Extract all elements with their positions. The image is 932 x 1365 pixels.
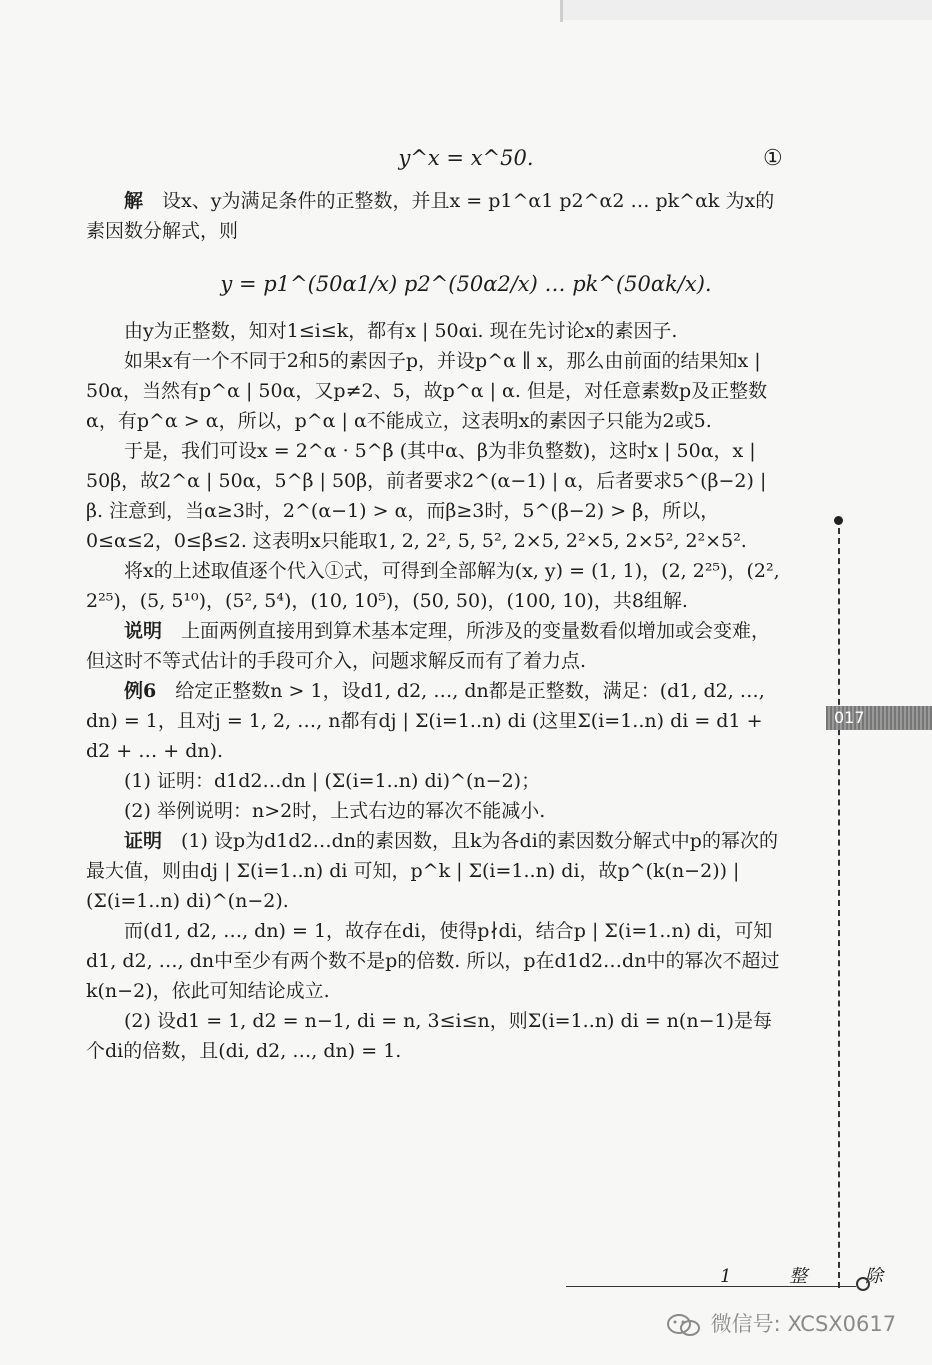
solution-paragraph-4: 如果x有一个不同于2和5的素因子p，并设p^α ∥ x，那么由前面的结果知x | 50α，当然有p^α | 50α，又p≠2、5，故p^α | α. 但是，对任意素数p及正整数α，有p^α > α，所以，p^α | α不能成立，这表明x的素因子只能为2或5.: [86, 350, 768, 432]
solution-paragraph-1: 解 设x、y为满足条件的正整数，并且x = p1^α1 p2^α2 … pk^αk 为x的素因数分解式，则: [86, 190, 775, 242]
margin-dot: [834, 516, 843, 525]
watermark-text: 微信号: XCSX0617: [710, 1312, 897, 1336]
footer-rule: [566, 1286, 856, 1287]
wechat-icon: [664, 1312, 704, 1338]
solution-label: 解: [124, 190, 144, 212]
scan-edge-line: [560, 0, 563, 22]
example6-paragraph: 例6 给定正整数n > 1，设d1, d2, …, dn都是正整数，满足：(d1, d2, …, dn) = 1，且对j = 1, 2, …, n都有dj | Σ(i=1..n) di (这里Σ(i=1..n) di = d1 + d2 + … + dn).: [86, 680, 771, 762]
example6-label: 例6: [124, 680, 157, 702]
example6-part2: (2) 举例说明：n>2时，上式右边的幂次不能减小.: [124, 800, 546, 822]
solution-paragraph-5: 于是，我们可设x = 2^α · 5^β (其中α、β为非负整数)，这时x | 50α，x | 50β，故2^α | 50α，5^β | 50β，前者要求2^(α−1) | α，后者要求5^(β−2) | β. 注意到，当α≥3时，2^(α−1) > α，而β≥3时，5^(β−2) > β，所以，0≤α≤2，0≤β≤2. 这表明x只能取1, 2, 2², 5, 5², 2×5, 2²×5, 2×5², 2²×5².: [86, 440, 773, 552]
proof-paragraph-3: (2) 设d1 = 1, d2 = n−1, di = n, 3≤i≤n，则Σ(i=1..n) di = n(n−1)是每个di的倍数，且(di, d2, …, dn) = 1.: [86, 1010, 772, 1062]
solution-equation-y: y = p1^(50α1/x) p2^(50α2/x) … pk^(50αk/x).: [220, 272, 712, 296]
proof-label: 证明: [124, 830, 163, 852]
equation-1: y^x = x^50.: [398, 146, 534, 170]
remark-label: 说明: [124, 620, 163, 642]
solution-paragraph-6: 将x的上述取值逐个代入①式，可得到全部解为(x, y) = (1, 1)，(2, 2²⁵)，(2², 2²⁵)，(5, 5¹⁰)，(5², 5⁴)，(10, 10⁵)，(50, 50)，(100, 10)，共8组解.: [86, 560, 786, 612]
footer-circle-icon: [856, 1277, 870, 1291]
remark-paragraph: 说明 上面两例直接用到算术基本定理，所涉及的变量数看似增加或会变难，但这时不等式估计的手段可介入，问题求解反而有了着力点.: [86, 620, 771, 672]
example6-part1: (1) 证明：d1d2…dn | (Σ(i=1..n) di)^(n−2)；: [124, 770, 541, 792]
solution-paragraph-3: 由y为正整数，知对1≤i≤k，都有x | 50αi. 现在先讨论x的素因子.: [124, 320, 678, 342]
proof-paragraph-1: 证明 (1) 设p为d1d2…dn的素因数，且k为各di的素因数分解式中p的幂次的最大值，则由dj | Σ(i=1..n) di 可知，p^k | Σ(i=1..n) di，故p^(k(n−2)) | (Σ(i=1..n) di)^(n−2).: [86, 830, 778, 912]
margin-dashed-rule: [838, 528, 840, 1288]
scan-shadow-top: [560, 0, 932, 20]
footer-chapter: 1 整 除: [720, 1266, 909, 1287]
equation-number: ①: [763, 146, 783, 171]
solution-continued: [86, 316, 786, 1066]
page-number-tab: 017: [826, 706, 932, 730]
proof-paragraph-2: 而(d1, d2, …, dn) = 1，故存在di，使得p∤di，结合p | Σ(i=1..n) di，可知d1, d2, …, dn中至少有两个数不是p的倍数. 所以，p在d1d2…dn中的幂次不超过k(n−2)，依此可知结论成立.: [86, 920, 780, 1002]
watermark: [664, 1308, 896, 1338]
solution-block: [86, 186, 786, 246]
